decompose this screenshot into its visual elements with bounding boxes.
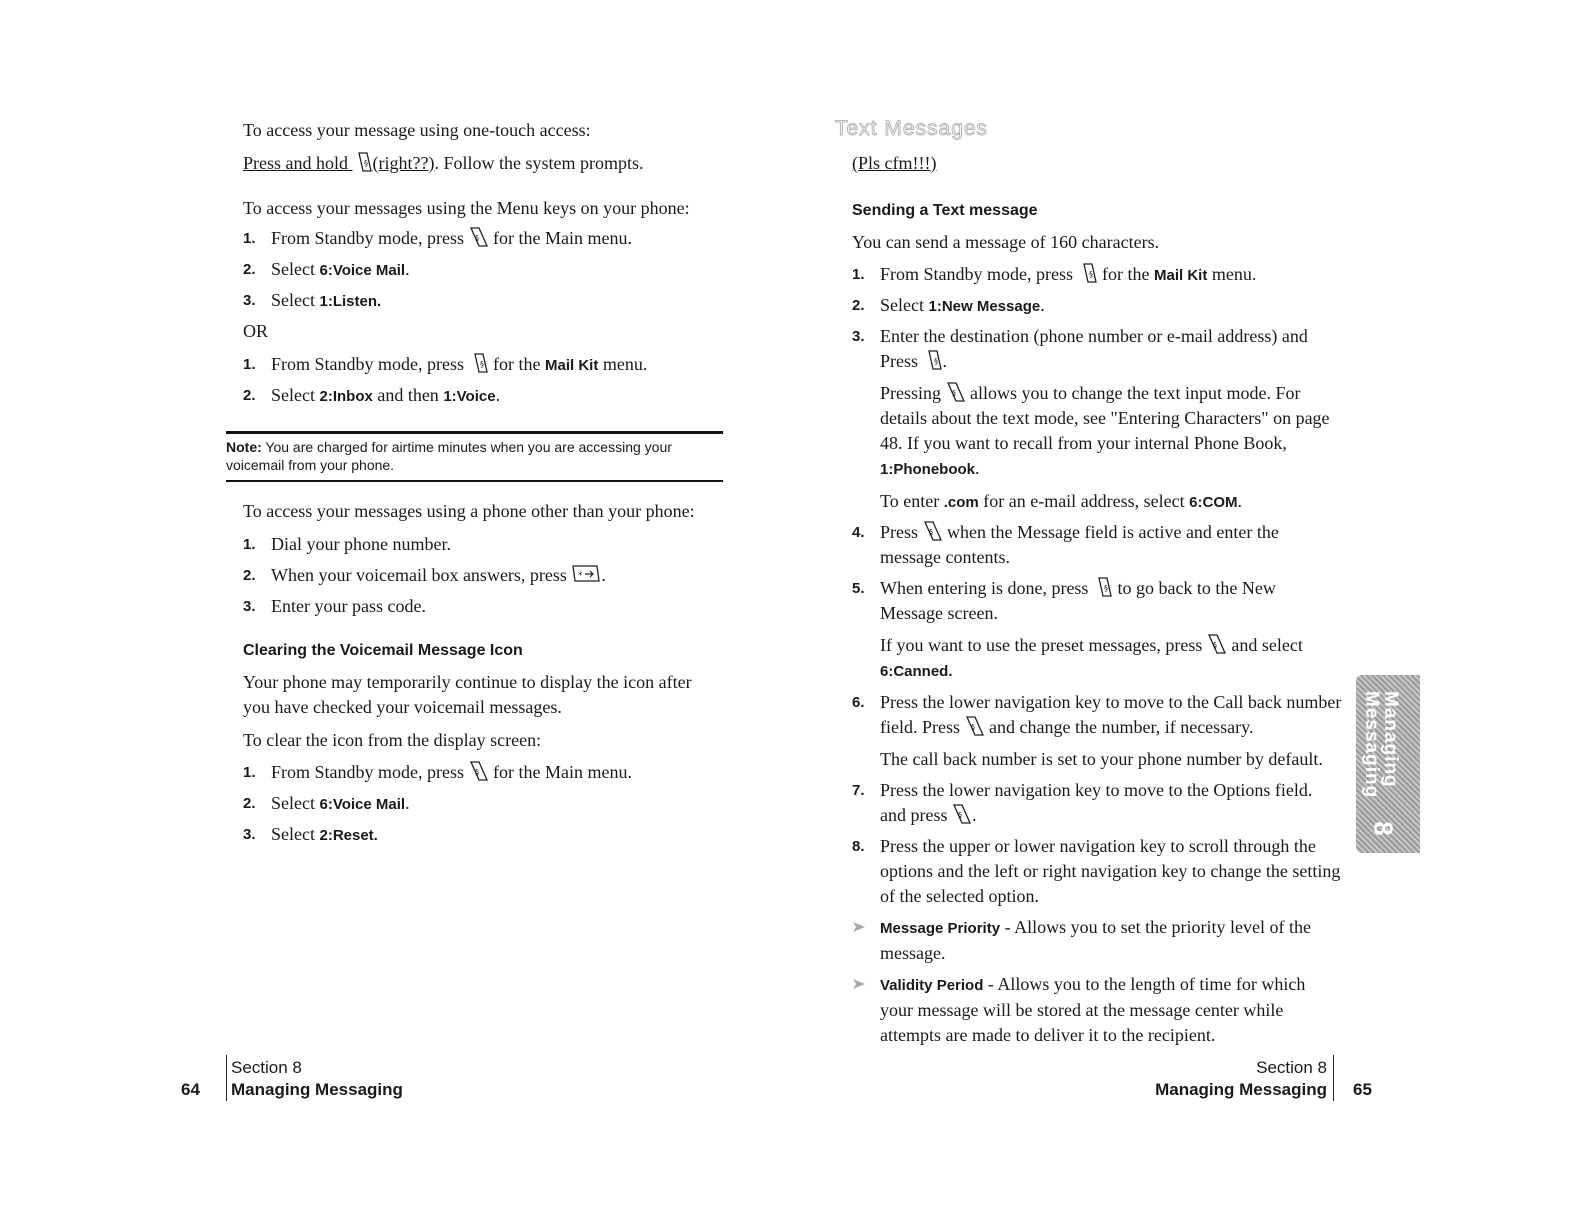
- section-tab-number: 8: [1368, 821, 1399, 836]
- left-softkey-icon: [952, 803, 972, 825]
- left-other-phone-intro: To access your messages using a phone other than your phone:: [243, 501, 695, 521]
- sending-steps: [852, 262, 1342, 1048]
- section-tab-label: Managing Messaging: [1361, 691, 1401, 799]
- list-item: 2. When your voicemail box answers, press .: [243, 565, 606, 585]
- left-softkey-icon: [469, 226, 489, 248]
- page-title: Text Messages: [835, 117, 989, 140]
- section-tab: [1356, 675, 1420, 853]
- bullet-arrow-icon: [852, 921, 866, 933]
- list-item: 3. Select 1:Listen.: [243, 290, 382, 310]
- list-item-detail: Pressing allows you to change the text input mode. For details about the text mode, see "Entering Characters" on page 48. If you want to recall from your internal Phone Book, 1:Phonebook.: [880, 383, 1330, 478]
- list-item: 2. Select 6:Voice Mail.: [243, 793, 410, 813]
- footer-divider: [226, 1055, 227, 1101]
- page-number: 64: [181, 1080, 200, 1099]
- list-item: 1. Dial your phone number.: [243, 534, 451, 554]
- list-item-detail: To enter .com for an e-mail address, select 6:COM.: [880, 491, 1242, 511]
- note-box: Note: You are charged for airtime minutes when you are accessing your voicemail from your phone.: [226, 431, 723, 482]
- list-item: 3. Enter your pass code.: [243, 596, 426, 616]
- list-item-detail: The call back number is set to your phone number by default.: [880, 749, 1323, 769]
- list-item-bullet: Validity Period - Allows you to the length of time for which your message will be stored at the message center while attempts are made to deliver it to the recipient.: [852, 972, 1342, 1048]
- footer-section: Section 8: [1256, 1058, 1327, 1077]
- clearing-para-2: To clear the icon from the display screen:: [243, 730, 542, 750]
- clearing-para-1: Your phone may temporarily continue to display the icon after you have checked your voicemail messages.: [243, 672, 692, 717]
- left-softkey-icon: [469, 760, 489, 782]
- list-item: 8. Press the upper or lower navigation key to scroll through the options and the left or right navigation key to change the setting of the selected option.: [852, 836, 1341, 906]
- right-softkey-icon: [353, 151, 373, 173]
- list-item: 1. From Standby mode, press for the Mail Kit menu.: [852, 264, 1257, 284]
- list-item: 5. When entering is done, press to go back to the New Message screen.: [852, 578, 1276, 623]
- list-item-bullet: Message Priority - Allows you to set the priority level of the message.: [852, 915, 1342, 972]
- page-number: 65: [1353, 1080, 1372, 1099]
- left-softkey-icon: [1207, 633, 1227, 655]
- bullet-arrow-icon: [852, 978, 866, 990]
- left-menu-keys-intro: To access your messages using the Menu keys on your phone:: [243, 198, 690, 218]
- right-softkey-icon: [923, 349, 943, 371]
- list-item: 1. From Standby mode, press for the Mail Kit menu.: [243, 354, 648, 374]
- list-item: 2. Select 6:Voice Mail.: [243, 259, 410, 279]
- footer-title: Managing Messaging: [231, 1080, 403, 1099]
- sending-heading: Sending a Text message: [852, 202, 1038, 219]
- list-item: 1. From Standby mode, press for the Main menu.: [243, 228, 632, 248]
- left-softkey-icon: [923, 520, 943, 542]
- list-item: 3. Enter the destination (phone number or e-mail address) and Press .: [852, 326, 1308, 371]
- star-key-icon: [571, 563, 601, 585]
- list-item: 2. Select 2:Inbox and then 1:Voice.: [243, 385, 501, 405]
- list-item: 6. Press the lower navigation key to move to the Call back number field. Press and change the number, if necessary.: [852, 692, 1342, 737]
- list-item-detail: If you want to use the preset messages, press and select 6:Canned.: [880, 635, 1303, 680]
- sending-intro: You can send a message of 160 characters.: [852, 232, 1160, 252]
- clearing-heading: Clearing the Voicemail Message Icon: [243, 642, 523, 659]
- left-one-touch-instruction: Press and hold (right??). Follow the system prompts.: [243, 153, 644, 173]
- right-softkey-icon: [1078, 262, 1098, 284]
- footer-title: Managing Messaging: [1155, 1080, 1327, 1099]
- clearing-steps: [243, 760, 723, 853]
- list-item: 2. Select 1:New Message.: [852, 295, 1045, 315]
- left-menu-steps: [243, 226, 723, 414]
- footer-divider: [1333, 1055, 1334, 1101]
- list-item: 4. Press when the Message field is active and enter the message contents.: [852, 522, 1279, 567]
- list-item: 3. Select 2:Reset.: [243, 824, 378, 844]
- confirm-note: (Pls cfm!!!): [852, 153, 937, 173]
- left-one-touch-intro: To access your message using one-touch access:: [243, 120, 591, 140]
- list-item: 7. Press the lower navigation key to move to the Options field. and press .: [852, 780, 1313, 825]
- right-softkey-icon: [1093, 576, 1113, 598]
- left-other-phone-steps: [243, 532, 723, 625]
- or-separator: OR: [243, 321, 269, 341]
- footer-section: Section 8: [231, 1058, 302, 1077]
- left-softkey-icon: [946, 381, 966, 403]
- left-softkey-icon: [965, 715, 985, 737]
- list-item: 1. From Standby mode, press for the Main menu.: [243, 762, 632, 782]
- right-softkey-icon: [469, 352, 489, 374]
